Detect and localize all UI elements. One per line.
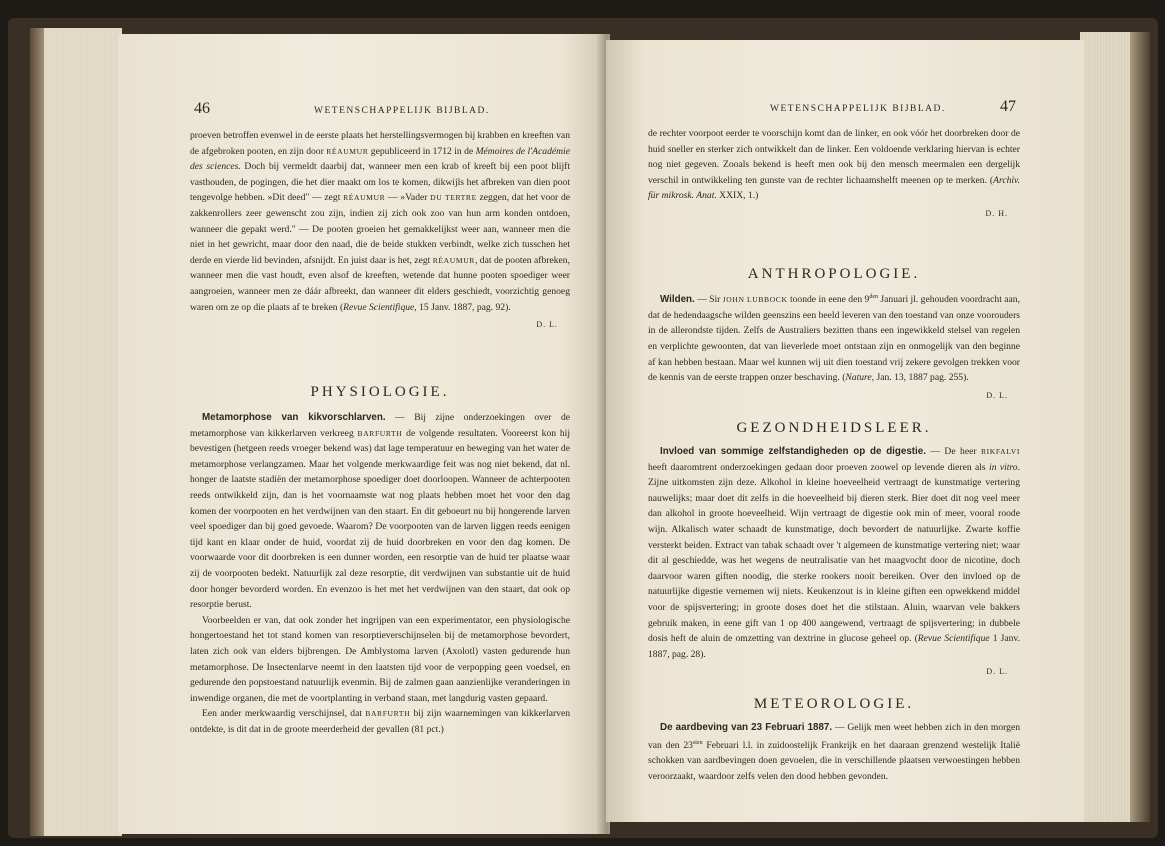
text-run: Doch bij vermeldt daarbij dat, wanneer men een krab of kreeft bij een poot blijft vasthouden, de pogingen, die het dier maakt om los te komen, dikwijls het afbreken van dien poot tengevolge hebben. »Dit deed" — zegt — [190, 161, 570, 204]
text-run: Januari jl. gehouden voordracht aan, dat de hedendaagsche wilden geenszins een beeld leveren van den toestand van onze voorouders in de allerondste tijden. Zelfs de Australiers bezitten thans een ingewikkeld stelsel van regelen en verplichte gewoonten, dat van lieverlede moet ontstaan zijn en onmogelijk van den beginne af kan hebben bestaan. Maar wel kunnen wij uit dien toestand vrij zekere gevolgen trekken voor de kennis van de eerste trappen onzer beschaving. ( — [648, 294, 1021, 384]
superscript: sten — [692, 739, 703, 746]
left-page — [118, 34, 610, 834]
author-name: RIKFALVI — [981, 447, 1020, 456]
page-number: 47 — [1000, 98, 1016, 115]
source-citation: Archiv. für mikrosk. Anat. — [648, 174, 1020, 202]
hygiene-text — [648, 444, 1020, 680]
left-cover-edge — [30, 28, 44, 836]
intro-text — [190, 128, 570, 333]
paragraph: Voorbeelden er van, dat ook zonder het ingrijpen van een experimentator, een physiologische hongertoestand het tot stand komen van resorptieverschijnselen bij de metamorphose bevordert, laten zich ook van elders bijbrengen. De Amblystoma larven (Axolotl) vasten gedurende hun metamorphose. De Insectenlarve neemt in den laatsten tijd voor de verpopping geen voedsel, en gedurende den popstoestand natuurlijk evenmin. Bij de zalmen gaan aanzienlijke veranderingen in inwendige organen, die met de voortplanting in verband staan, met langdurig vasten gepaard. — [190, 614, 570, 704]
text-run: bij zijn waarnemingen van kikkerlarven ontdekte, is dit dat in de groote meerderheid der gevallen (81 pct.) — [190, 708, 570, 735]
author-name: RÉAUMUR — [432, 255, 475, 265]
paragraph — [648, 290, 1020, 386]
article-heading: Metamorphose van kikvorschlarven. — [202, 412, 386, 423]
section-title-physiologie: PHYSIOLOGIE. — [310, 384, 450, 400]
right-page — [606, 40, 1084, 822]
article-heading: Wilden. — [660, 294, 695, 306]
text-run: heeft daaromtrent onderzoekingen gedaan door proeven zoowel op levende dieren als — [648, 461, 990, 473]
author-name: RÉAUMUR — [343, 193, 386, 203]
text-run: — De heer — [925, 446, 982, 457]
running-head: WETENSCHAPPELIJK BIJBLAD. — [770, 104, 946, 114]
paragraph — [648, 720, 1020, 785]
text-run: XXIX, 1.) — [716, 190, 759, 202]
source-citation: Revue Scientifique — [917, 633, 990, 645]
page-number: 46 — [194, 100, 210, 117]
italic-term: in vitro — [989, 461, 1018, 473]
physiology-text — [190, 410, 570, 737]
text-run: , Jan. 13, 1887 pag. 255). — [871, 372, 969, 384]
continuation-text — [648, 126, 1020, 222]
intro-paragraph — [190, 128, 570, 315]
section-title-gezondheidsleer: GEZONDHEIDSLEER. — [736, 420, 932, 436]
source-citation: Revue Scientifique — [343, 301, 415, 313]
text-run: proeven betroffen evenwel in de eerste plaats het herstellingsvermogen bij krabben en kreeften van de afgebroken pooten, en zijn door — [190, 130, 570, 157]
text-run: , 15 Janv. 1887, pag. 92). — [414, 301, 511, 313]
text-run: toonde in eene den 9 — [787, 294, 870, 306]
text-run: Een ander merkwaardig verschijnsel, dat — [202, 708, 366, 720]
section-title-anthropologie: ANTHROPOLOGIE. — [747, 266, 921, 282]
text-run: — Bij zijne onderzoekingen over de metamorphose van kikkerlarven verkreeg — [190, 412, 570, 439]
running-head: WETENSCHAPPELIJK BIJBLAD. — [314, 106, 490, 116]
text-run: 1 Janv. 1887, pag. 28). — [648, 633, 1020, 660]
text-run: de rechter voorpoot eerder te voorschijn komt dan de linker, en ook vóór het doorbreken door de huid sneller en sterker zich ontwikkelt dan de linker. Een voldoende verklaring hiervan is echter nog niet gegeven. Zooals bekend is heeft men ook bij den mensch meermalen een dergelijk verschil in ontwikkeling ten gunste van de rechter lichaamshelft meenen op te merken. ( — [648, 128, 1020, 186]
text-run: . Zijne uitkomsten zijn deze. Alkohol in kleine hoeveelheid vertraagt de kunstmatige vertering nauwelijks; maar doet dit zelfs in die hoeveelheid bij dieren sterk. Bier doet dit nog veel meer dan alkohol in groote hoeveelheid. Wijn vertraagt de digestie ook min of meer, vooral roode wijn. Alkalisch water schaadt de kunstmatige, doch bevordert de natuurlijke. Zwarte koffie versterkt beiden. Extract van tabak schaadt over 't algemeen de kunstmatige vertering niet; waar dit al geschiedde, was het wegens de neutralisatie van het maagvocht door de nicotine, doch daarvoor waren giften noodig, die sterke rookers nooit bereiken. Over den invloed op de natuurlijke digestie vernemen wij niets. Keukenzout is in kleine giften een opwekkend middel voor de spijsvertering; in groote doses doet het die stilstaan. Aluin, waarvan vele bakkers gebruik maken, in eene gift van 1 op 400 aangewend, vertraagt de spijsvertering; in dubbele dosis heft de aluin de omzetting van dextrine in glucose geheel op. ( — [648, 461, 1021, 645]
section-title-meteorologie: METEOROLOGIE. — [753, 696, 915, 712]
superscript: den — [869, 294, 879, 300]
signature: D. L. — [986, 390, 1008, 400]
author-name: DU TERTRE — [430, 193, 477, 203]
author-name: JOHN LUBBOCK — [722, 295, 788, 305]
author-name: RÉAUMUR — [326, 146, 369, 156]
meteorology-text — [648, 720, 1020, 785]
signature: D. L. — [986, 667, 1008, 677]
author-name: BARFURTH — [357, 428, 403, 438]
text-run: Februari l.l. in zuidoostelijk Frankrijk en het daaraan grenzend westelijk Italië schokken van aardbevingen doen gevoelen, die in verschillende plaatsen verwoestingen hebben veroorzaakt, waardoor zelfs velen den dood hebben gevonden. — [648, 739, 1020, 782]
paragraph — [648, 126, 1020, 204]
text-run: — Gelijk men weet hebben zich in den morgen van den 23 — [648, 722, 1020, 751]
signature: D. H. — [985, 208, 1008, 218]
paragraph — [190, 706, 570, 737]
text-run: gepubliceerd in 1712 in de — [368, 145, 476, 157]
paragraph — [190, 410, 570, 613]
text-run: zeggen, dat het voor de zakkenrollers zeer gewenscht zou zijn, indien zij zich ook zoo van hun arm konden ontdoen, wanneer die gepakt werd." — De pooten groeien het gemakkelijkst weer aan, wanneer men die niet in het gewricht, maar door den naad, die de beide stukken verbindt, welke zich tusschen het derde en vierde lid bevinden, afsnijdt. En juist daar is het, zegt — [190, 192, 570, 266]
signature: D. L. — [536, 320, 558, 330]
text-run: de volgende resultaten. Vooreerst kon hij bevestigen (hetgeen reeds vroeger bekend was) dat lage temperatuur en beweging van het water de metamorphose verlangzamen. Maar het volgende merkwaardige feit was nog niet bekend, dat nl. honger de laatste stadiën der metamorphose spoediger doet doorloopen. Wanneer de achterpooten reeds ontwikkeld zijn, dan is het voornaamste wat nog plaats hebben moet het voor den dag komen der voorpooten en het verdwijnen van den staart. En dit geboeurt nu bij hongerende larven veel spoediger dan bij goed gevoede. Waarom? De voorpooten van de larven liggen reeds eenigen tijd kant en klaar onder de huid, voordat zij de huid doorbreken en voor den dag komen. De voorwaarde voor dit doorbreken is een dunner worden, een resorptie van de huid ter plaatse waar zij de voorpooten bedekt. Natuurlijk zal deze resorptie, dit verdwijnen van substantie uit de huid door honger bevorderd worden. En evenzoo is het met het verdwijnen van den staart, dat ook op resorptie berust. — [190, 427, 570, 611]
paragraph — [648, 444, 1020, 662]
article-heading: Invloed van sommige zelfstandigheden op de digestie. — [660, 446, 926, 457]
right-cover-edge — [1130, 32, 1150, 822]
author-name: BARFURTH — [365, 709, 411, 719]
text-run: — Sir — [694, 294, 723, 306]
source-citation: Nature — [845, 372, 872, 384]
text-run: — »Vader — [385, 192, 431, 204]
journal-title: Mémoires de l'Académie des sciences. — [190, 145, 570, 173]
article-heading: De aardbeving van 23 Februari 1887. — [660, 722, 833, 733]
anthropology-text — [648, 290, 1020, 403]
text-run: , dat de pooten afbreken, wanneer men die vast houdt, even alsof de kreeften, wetende dat hunne pooten spoediger weer aangroeien, wanneer men ze dáár afbreekt, dan wanneer dit elders geschiedt, voorzichtig genoeg waren om ze op die plaats af te breken ( — [190, 254, 570, 313]
